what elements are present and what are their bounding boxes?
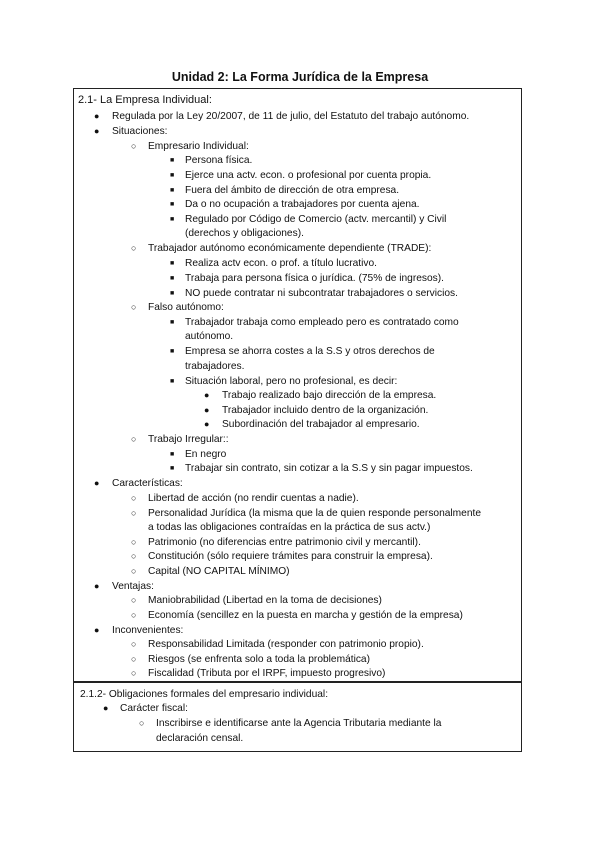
square-bullet-icon: ■ (170, 465, 175, 472)
bullet-icon: ● (94, 625, 100, 635)
list-item-caracteristicas: Características: (112, 478, 183, 489)
circle-bullet-icon: ○ (131, 434, 137, 444)
list-subitem: Trabajador incluido dentro de la organización. (222, 405, 429, 416)
square-bullet-icon: ■ (170, 216, 175, 223)
circle-bullet-icon: ○ (131, 302, 137, 312)
list-item: Fiscalidad (Tributa por el IRPF, impuesto progresivo) (148, 668, 386, 679)
list-subitem: Trabajo realizado bajo dirección de la empresa. (222, 390, 437, 401)
circle-bullet-icon: ○ (131, 243, 137, 253)
bullet-icon: ● (204, 405, 210, 415)
list-item: Fuera del ámbito de dirección de otra empresa. (185, 185, 400, 196)
circle-bullet-icon: ○ (131, 639, 137, 649)
circle-bullet-icon: ○ (131, 610, 137, 620)
circle-bullet-icon: ○ (139, 718, 145, 728)
list-item-empresario-label: Empresario Individual: (148, 141, 249, 152)
list-item: Empresa se ahorra costes a la S.S y otros derechos de (185, 346, 435, 357)
list-item: Patrimonio (no diferencias entre patrimonio civil y mercantil). (148, 537, 421, 548)
list-item-continuation: (derechos y obligaciones). (185, 228, 304, 239)
square-bullet-icon: ■ (170, 187, 175, 194)
list-item-ventajas: Ventajas: (112, 581, 154, 592)
circle-bullet-icon: ○ (131, 537, 137, 547)
circle-bullet-icon: ○ (131, 493, 137, 503)
list-item-continuation: declaración censal. (156, 733, 244, 744)
bullet-icon: ● (103, 703, 109, 713)
section-heading: 2.1- La Empresa Individual: (78, 94, 212, 106)
list-item: Economía (sencillez en la puesta en marcha y gestión de la empresa) (148, 610, 463, 621)
list-item: Da o no ocupación a trabajadores por cuenta ajena. (185, 199, 420, 210)
list-item: Trabaja para persona física o jurídica. (75% de ingresos). (185, 273, 444, 284)
list-item: Trabajador trabaja como empleado pero es contratado como (185, 317, 459, 328)
list-item: Trabajar sin contrato, sin cotizar a la S.S y sin pagar impuestos. (185, 463, 473, 474)
circle-bullet-icon: ○ (131, 654, 137, 664)
square-bullet-icon: ■ (170, 290, 175, 297)
list-item: Inscribirse e identificarse ante la Agencia Tributaria mediante la (156, 718, 442, 729)
list-item-falso-label: Falso autónomo: (148, 302, 224, 313)
list-item: Persona física. (185, 155, 253, 166)
bullet-icon: ● (94, 126, 100, 136)
list-item-continuation: autónomo. (185, 331, 234, 342)
list-item: Ejerce una actv. econ. o profesional por cuenta propia. (185, 170, 432, 181)
square-bullet-icon: ■ (170, 348, 175, 355)
section-heading: 2.1.2- Obligaciones formales del empresario individual: (80, 689, 329, 700)
list-item-trade-label: Trabajador autónomo económicamente dependiente (TRADE): (148, 243, 432, 254)
circle-bullet-icon: ○ (131, 551, 137, 561)
list-item-situaciones: Situaciones: (112, 126, 168, 137)
list-item-inconvenientes: Inconvenientes: (112, 625, 184, 636)
square-bullet-icon: ■ (170, 451, 175, 458)
square-bullet-icon: ■ (170, 201, 175, 208)
circle-bullet-icon: ○ (131, 141, 137, 151)
bullet-icon: ● (94, 111, 100, 121)
list-item: Maniobrabilidad (Libertad en la toma de decisiones) (148, 595, 382, 606)
list-item: Capital (NO CAPITAL MÍNIMO) (148, 566, 290, 577)
list-item: NO puede contratar ni subcontratar trabajadores o servicios. (185, 288, 458, 299)
square-bullet-icon: ■ (170, 260, 175, 267)
list-item: Personalidad Jurídica (la misma que la de quien responde personalmente (148, 508, 481, 519)
circle-bullet-icon: ○ (131, 508, 137, 518)
bullet-icon: ● (204, 390, 210, 400)
list-subitem: Subordinación del trabajador al empresario. (222, 419, 420, 430)
list-item-continuation: trabajadores. (185, 361, 245, 372)
square-bullet-icon: ■ (170, 157, 175, 164)
list-item-fiscal: Carácter fiscal: (120, 703, 188, 714)
list-item: Situación laboral, pero no profesional, es decir: (185, 376, 398, 387)
square-bullet-icon: ■ (170, 378, 175, 385)
bullet-icon: ● (94, 478, 100, 488)
square-bullet-icon: ■ (170, 275, 175, 282)
list-item: En negro (185, 449, 227, 460)
page-title: Unidad 2: La Forma Jurídica de la Empresa (171, 70, 429, 84)
list-item: Riesgos (se enfrenta solo a toda la problemática) (148, 654, 370, 665)
list-item-continuation: a todas las obligaciones contraídas en la práctica de sus actv.) (148, 522, 431, 533)
circle-bullet-icon: ○ (131, 668, 137, 678)
bullet-icon: ● (94, 581, 100, 591)
list-item: Responsabilidad Limitada (responder con patrimonio propio). (148, 639, 424, 650)
bullet-icon: ● (204, 419, 210, 429)
square-bullet-icon: ■ (170, 172, 175, 179)
list-item: Libertad de acción (no rendir cuentas a nadie). (148, 493, 359, 504)
list-item-irregular-label: Trabajo Irregular:: (148, 434, 229, 445)
list-item-regulation: Regulada por la Ley 20/2007, de 11 de julio, del Estatuto del trabajo autónomo. (112, 111, 470, 122)
circle-bullet-icon: ○ (131, 595, 137, 605)
list-item: Constitución (sólo requiere trámites para construir la empresa). (148, 551, 433, 562)
list-item: Realiza actv econ. o prof. a título lucrativo. (185, 258, 377, 269)
list-item: Regulado por Código de Comercio (actv. mercantil) y Civil (185, 214, 447, 225)
circle-bullet-icon: ○ (131, 566, 137, 576)
square-bullet-icon: ■ (170, 319, 175, 326)
